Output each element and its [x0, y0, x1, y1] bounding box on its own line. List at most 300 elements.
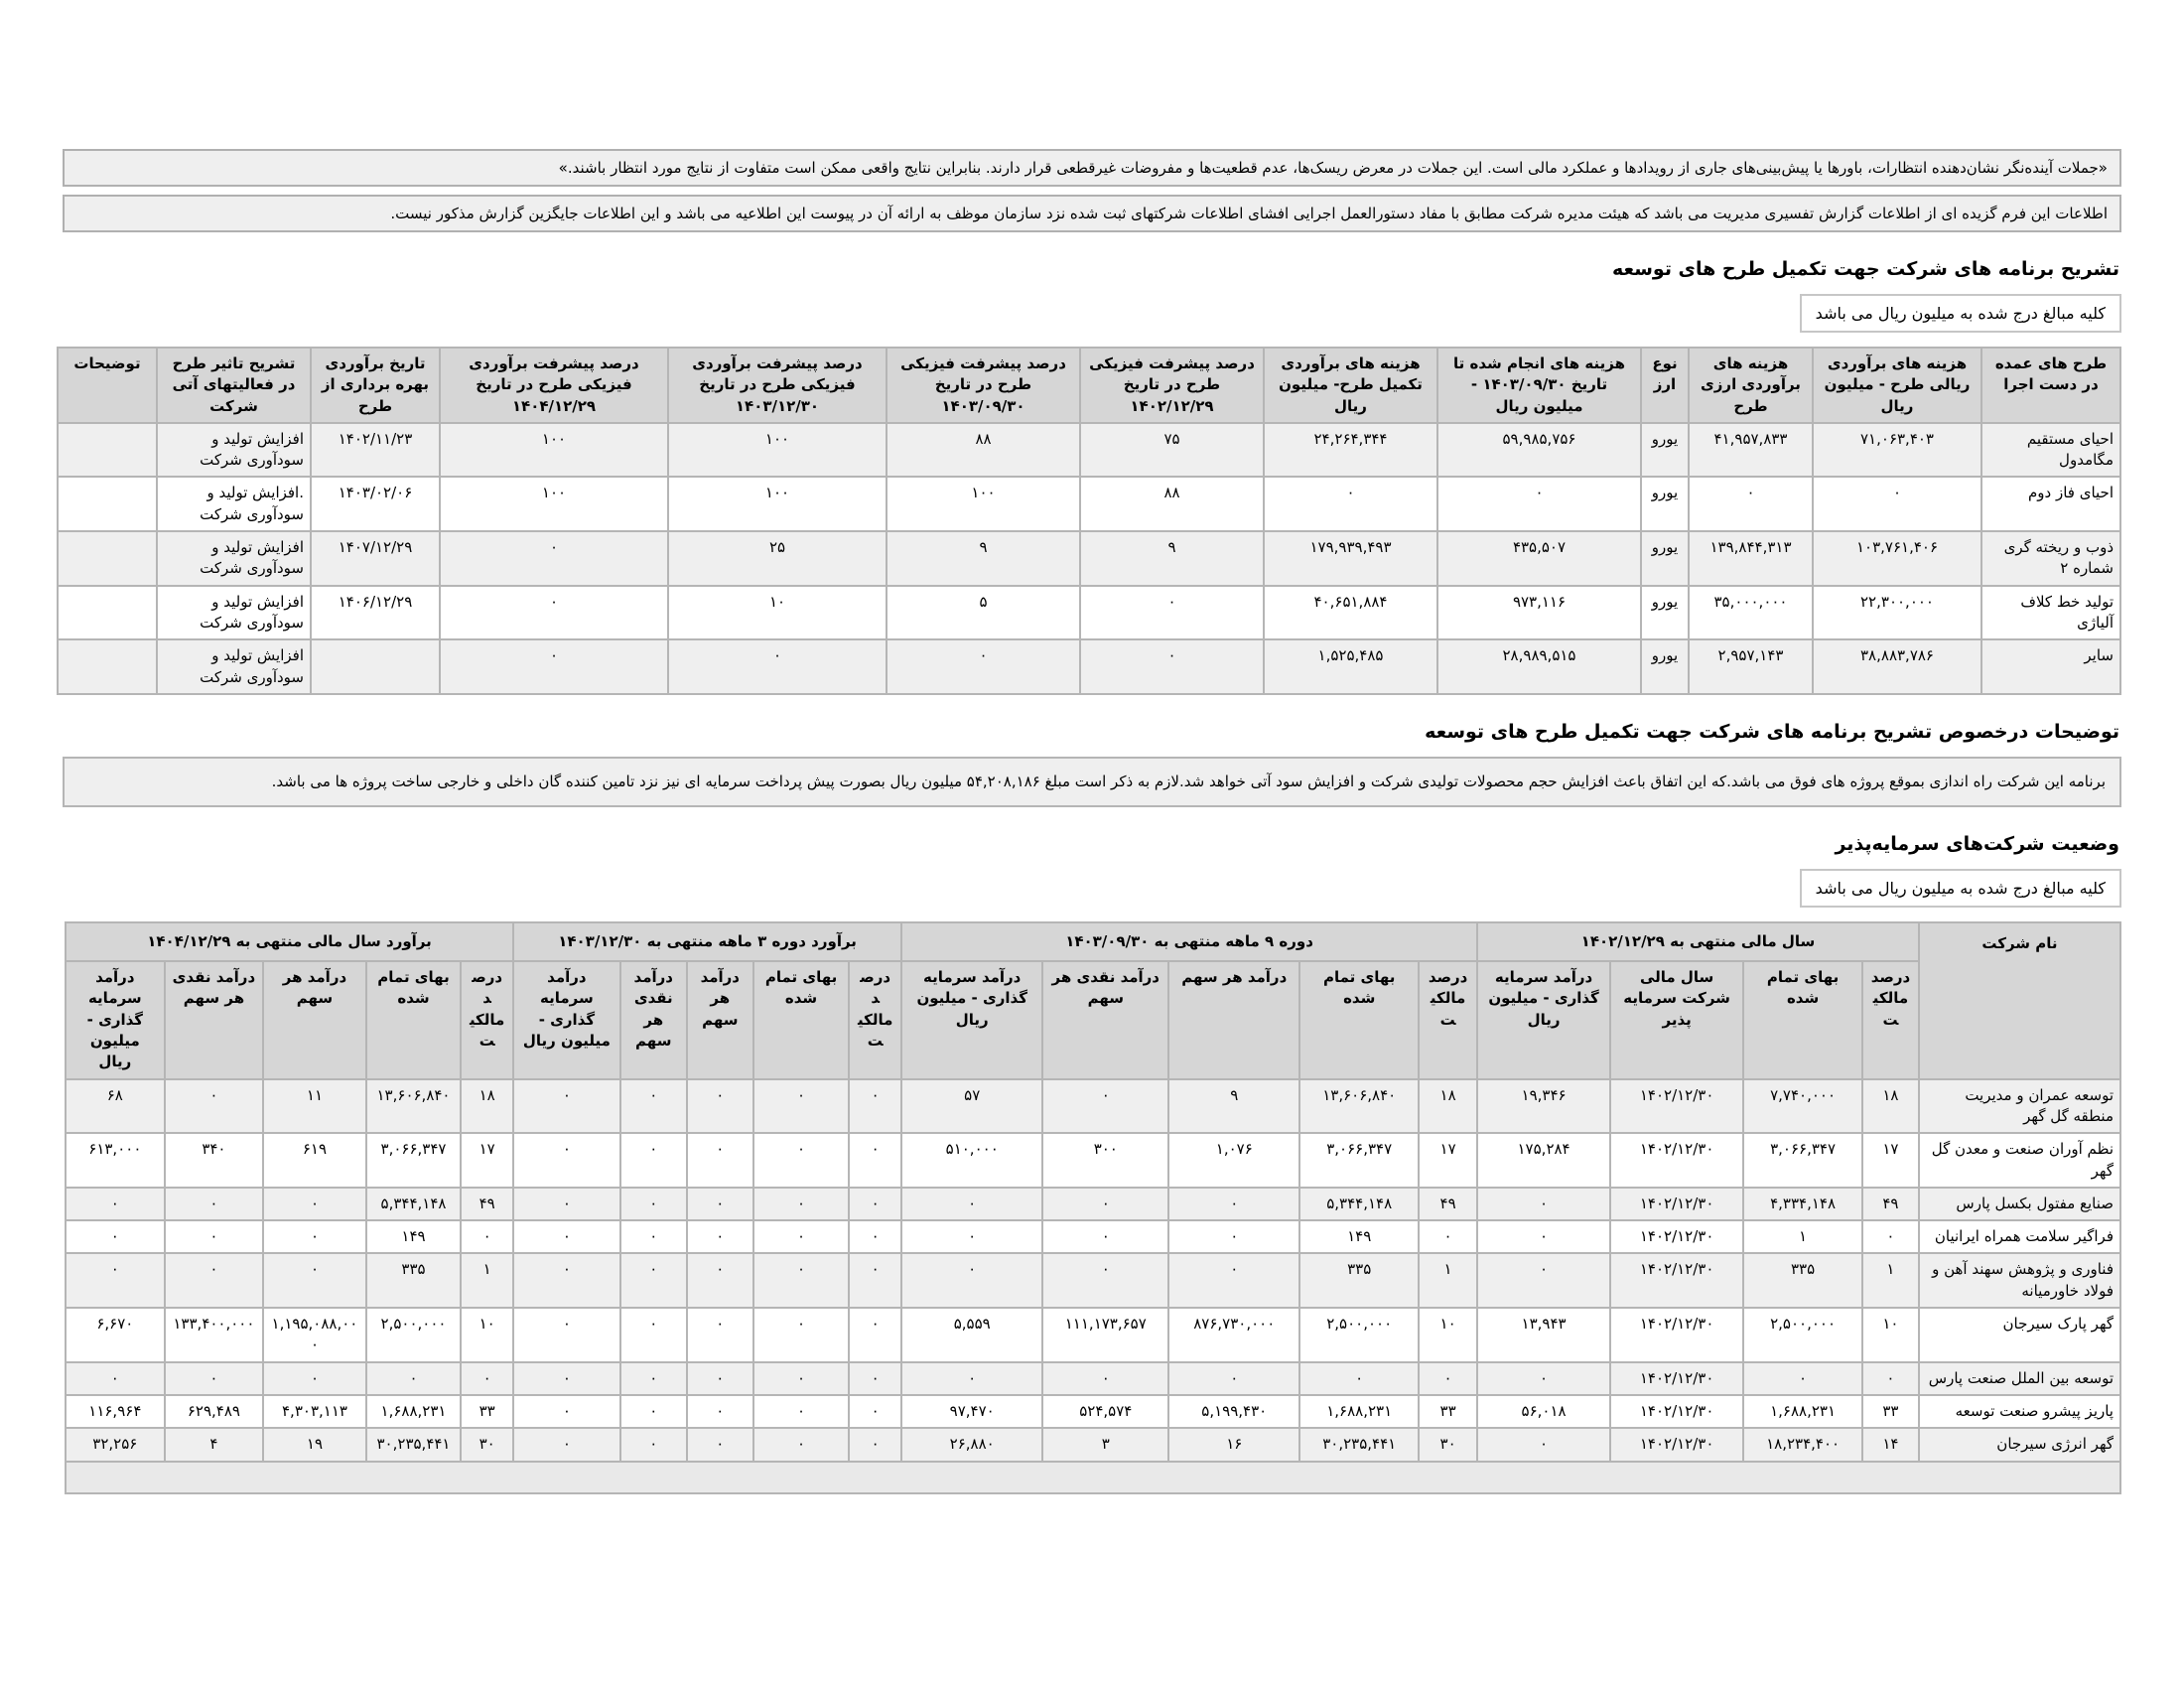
cell: ۲۴,۲۶۴,۳۴۴	[1264, 423, 1437, 478]
cell	[58, 586, 157, 640]
cell: ۱۴۰۲/۱۲/۳۰	[1610, 1308, 1743, 1362]
column-header: درآمد سرمایه گذاری - میلیون ریال	[513, 961, 620, 1078]
cell: ۰	[620, 1133, 687, 1188]
cell: ۳۰۰	[1042, 1133, 1168, 1188]
project-name-cell: سایر	[1981, 639, 2120, 694]
column-header: درآمد هر سهم	[263, 961, 366, 1078]
cell: ۵۷	[901, 1079, 1042, 1134]
cell: ۶۱۳,۰۰۰	[66, 1133, 165, 1188]
cell: ۸۸	[887, 423, 1080, 478]
cell: ۰	[753, 1395, 849, 1428]
cell: ۴۹	[461, 1188, 513, 1220]
amounts-unit-note-wrap	[63, 294, 2121, 333]
cell: ۱,۵۲۵,۴۸۵	[1264, 639, 1437, 694]
cell: یورو	[1641, 531, 1689, 586]
cell: ۳,۰۶۶,۳۴۷	[1743, 1133, 1862, 1188]
column-header: تشریح تاثیر طرح در فعالیتهای آتی شرکت	[157, 348, 311, 423]
cell: ۰	[687, 1428, 753, 1461]
cell: ۰	[753, 1079, 849, 1134]
cell: ۳۰,۲۳۵,۴۴۱	[1299, 1428, 1419, 1461]
cell: ۱۷۵,۲۸۴	[1477, 1133, 1610, 1188]
company-name-cell: گهر انرژی سیرجان	[1919, 1428, 2120, 1461]
development-plans-table	[57, 347, 2121, 695]
cell: ۳۲,۲۵۶	[66, 1428, 165, 1461]
column-header: درصد مالکیت	[461, 961, 513, 1078]
cell: ۰	[513, 1308, 620, 1362]
cell: ۳۰	[461, 1428, 513, 1461]
cell: ۸۸	[1080, 477, 1264, 531]
cell: ۱۴۰۲/۱۲/۳۰	[1610, 1395, 1743, 1428]
column-header: طرح های عمده در دست اجرا	[1981, 348, 2120, 423]
investee-companies-table	[65, 921, 2121, 1494]
column-header: هزینه های برآوردی تکمیل طرح- میلیون ریال	[1264, 348, 1437, 423]
cell: ۳۳	[1419, 1395, 1477, 1428]
cell: ۰	[263, 1188, 366, 1220]
cell: ۴۹	[1862, 1188, 1919, 1220]
project-name-cell: ذوب و ریخته گری شماره ۲	[1981, 531, 2120, 586]
table-row	[58, 477, 2120, 531]
table-row	[66, 1362, 2120, 1395]
table-header-row	[58, 348, 2120, 423]
cell: ۱۸	[461, 1079, 513, 1134]
column-header: نوع ارز	[1641, 348, 1689, 423]
cell: ۱۳,۶۰۶,۸۴۰	[366, 1079, 461, 1134]
cell: ۰	[849, 1428, 901, 1461]
cell: ۰	[1477, 1220, 1610, 1253]
empty-footer-row	[66, 1462, 2120, 1493]
cell: ۰	[1419, 1220, 1477, 1253]
cell: ۱۴	[1862, 1428, 1919, 1461]
cell: ۲۵	[668, 531, 887, 586]
cell: ۵۹,۹۸۵,۷۵۶	[1437, 423, 1641, 478]
company-name-cell: توسعه بین الملل صنعت پارس	[1919, 1362, 2120, 1395]
column-header: درصد مالکیت	[1419, 961, 1477, 1078]
cell	[58, 423, 157, 478]
cell: ۳۳	[461, 1395, 513, 1428]
cell: ۷۵	[1080, 423, 1264, 478]
cell: افزایش تولید و سودآوری شرکت	[157, 531, 311, 586]
cell: ۲,۵۰۰,۰۰۰	[366, 1308, 461, 1362]
cell: ۰	[513, 1395, 620, 1428]
cell: ۱۳,۶۰۶,۸۴۰	[1299, 1079, 1419, 1134]
cell: ۰	[165, 1188, 264, 1220]
cell: ۸۷۶,۷۳۰,۰۰۰	[1168, 1308, 1299, 1362]
cell: ۰	[165, 1220, 264, 1253]
cell: ۵,۳۴۴,۱۴۸	[366, 1188, 461, 1220]
cell: ۹	[887, 531, 1080, 586]
cell: ۰	[1264, 477, 1437, 531]
column-header: تاریخ برآوردی بهره برداری از طرح	[311, 348, 440, 423]
cell: ۱	[1862, 1253, 1919, 1308]
cell: ۹۷۳,۱۱۶	[1437, 586, 1641, 640]
cell: ۰	[753, 1362, 849, 1395]
cell: .افزایش تولید و سودآوری شرکت	[157, 477, 311, 531]
cell: ۱۳۳,۴۰۰,۰۰۰	[165, 1308, 264, 1362]
cell: ۰	[1080, 639, 1264, 694]
group-header: سال مالی منتهی به ۱۴۰۲/۱۲/۲۹	[1477, 922, 1919, 961]
cell: ۱۰۰	[887, 477, 1080, 531]
cell: ۰	[687, 1220, 753, 1253]
cell: ۰	[513, 1220, 620, 1253]
cell: ۰	[901, 1362, 1042, 1395]
cell: ۰	[461, 1220, 513, 1253]
company-name-cell: صنایع مفتول بکسل پارس	[1919, 1188, 2120, 1220]
cell: ۰	[440, 586, 668, 640]
cell: ۱۰	[668, 586, 887, 640]
cell: ۰	[620, 1220, 687, 1253]
cell: ۶۲۹,۴۸۹	[165, 1395, 264, 1428]
cell: ۱۴۹	[1299, 1220, 1419, 1253]
cell: ۰	[1168, 1253, 1299, 1308]
table-row	[58, 586, 2120, 640]
cell: ۰	[620, 1253, 687, 1308]
cell: ۹	[1080, 531, 1264, 586]
table-row	[58, 423, 2120, 478]
cell: ۰	[1477, 1188, 1610, 1220]
cell	[66, 1462, 2120, 1493]
column-header: درصد پیشرفت فیزیکی طرح در تاریخ ۱۴۰۲/۱۲/۲۹	[1080, 348, 1264, 423]
cell: ۰	[687, 1188, 753, 1220]
cell: ۱۷۹,۹۳۹,۴۹۳	[1264, 531, 1437, 586]
cell: ۰	[849, 1220, 901, 1253]
cell: ۱۱	[263, 1079, 366, 1134]
amounts-unit-note: کلیه مبالغ درج شده به میلیون ریال می باشد	[1800, 869, 2121, 908]
cell: ۵,۳۴۴,۱۴۸	[1299, 1188, 1419, 1220]
column-header: درصد پیشرفت برآوردی فیزیکی طرح در تاریخ ۱۴۰۴/۱۲/۲۹	[440, 348, 668, 423]
cell: ۰	[366, 1362, 461, 1395]
cell: ۱۸,۲۳۴,۴۰۰	[1743, 1428, 1862, 1461]
cell: ۰	[849, 1079, 901, 1134]
column-header: بهای تمام شده	[366, 961, 461, 1078]
cell: ۰	[263, 1220, 366, 1253]
cell: ۰	[887, 639, 1080, 694]
column-header: درصد پیشرفت فیزیکی طرح در تاریخ ۱۴۰۳/۰۹/۳۰	[887, 348, 1080, 423]
cell: ۰	[165, 1079, 264, 1134]
cell: ۱۱۱,۱۷۳,۶۵۷	[1042, 1308, 1168, 1362]
cell: ۰	[849, 1308, 901, 1362]
cell: ۱۴۰۲/۱۲/۳۰	[1610, 1079, 1743, 1134]
cell: ۲,۹۵۷,۱۴۳	[1689, 639, 1813, 694]
cell: ۰	[165, 1253, 264, 1308]
cell: ۱	[1419, 1253, 1477, 1308]
cell: ۱,۶۸۸,۲۳۱	[1299, 1395, 1419, 1428]
cell: ۴۳۵,۵۰۷	[1437, 531, 1641, 586]
cell: ۰	[440, 531, 668, 586]
table-row	[66, 1308, 2120, 1362]
column-header: بهای تمام شده	[1299, 961, 1419, 1078]
column-header: بهای تمام شده	[753, 961, 849, 1078]
cell: ۵۱۰,۰۰۰	[901, 1133, 1042, 1188]
cell: ۱	[461, 1253, 513, 1308]
cell: ۱۰	[1862, 1308, 1919, 1362]
cell: ۱	[1743, 1220, 1862, 1253]
cell: ۱۹,۳۴۶	[1477, 1079, 1610, 1134]
cell: ۰	[753, 1220, 849, 1253]
cell: ۰	[849, 1362, 901, 1395]
cell: ۶,۶۷۰	[66, 1308, 165, 1362]
cell: ۷,۷۴۰,۰۰۰	[1743, 1079, 1862, 1134]
cell: ۰	[753, 1308, 849, 1362]
cell: ۷۱,۰۶۳,۴۰۳	[1813, 423, 1981, 478]
group-header: برآورد سال مالی منتهی به ۱۴۰۴/۱۲/۲۹	[66, 922, 513, 961]
cell: ۰	[1168, 1188, 1299, 1220]
cell: ۰	[1168, 1220, 1299, 1253]
cell: ۰	[687, 1253, 753, 1308]
cell: ۱۴۰۶/۱۲/۲۹	[311, 586, 440, 640]
cell: ۰	[1042, 1253, 1168, 1308]
column-header: هزینه های انجام شده تا تاریخ ۱۴۰۳/۰۹/۳۰ - میلیون ریال	[1437, 348, 1641, 423]
group-header-row	[66, 922, 2120, 961]
cell: ۰	[1862, 1362, 1919, 1395]
cell: ۰	[849, 1253, 901, 1308]
column-header: توضیحات	[58, 348, 157, 423]
cell: ۱۴۰۲/۱۲/۳۰	[1610, 1188, 1743, 1220]
cell: ۰	[901, 1220, 1042, 1253]
cell: ۳۳۵	[1299, 1253, 1419, 1308]
cell: ۰	[849, 1395, 901, 1428]
column-header: درصد مالکیت	[1862, 961, 1919, 1078]
cell: ۴,۳۳۴,۱۴۸	[1743, 1188, 1862, 1220]
cell: ۰	[66, 1188, 165, 1220]
cell: ۰	[1477, 1428, 1610, 1461]
cell: ۱۴۹	[366, 1220, 461, 1253]
cell: ۳۰	[1419, 1428, 1477, 1461]
cell: ۰	[513, 1079, 620, 1134]
cell: ۰	[1042, 1220, 1168, 1253]
column-header: درصد پیشرفت برآوردی فیزیکی طرح در تاریخ ۱۴۰۳/۱۲/۳۰	[668, 348, 887, 423]
cell: ۰	[1042, 1079, 1168, 1134]
cell: ۰	[687, 1308, 753, 1362]
column-header: هزینه های برآوردی ریالی طرح - میلیون ریال	[1813, 348, 1981, 423]
cell: ۰	[1477, 1253, 1610, 1308]
cell: ۵,۱۹۹,۴۳۰	[1168, 1395, 1299, 1428]
investee-companies-title: وضعیت شرکت‌های سرمایه‌پذیر	[1835, 832, 2119, 855]
project-name-cell: احیای فاز دوم	[1981, 477, 2120, 531]
cell: ۱۴۰۲/۱۲/۳۰	[1610, 1428, 1743, 1461]
forward-looking-statement-banner: «جملات آینده‌نگر نشان‌دهنده انتظارات، باورها یا پیش‌بینی‌های جاری از رویدادها و عملکرد مالی است. این جملات در معرض ریسک‌ها، عدم قطعیت‌ها و مفروضات غیرقطعی قرار دارند. بنابراین نتایج واقعی ممکن است متفاوت از نتایج مورد انتظار باشند.»	[63, 149, 2121, 187]
cell	[58, 477, 157, 531]
cell: ۵	[887, 586, 1080, 640]
column-header: نام شرکت	[1919, 922, 2120, 1079]
cell: افزایش تولید و سودآوری شرکت	[157, 586, 311, 640]
column-header: درصد مالکیت	[849, 961, 901, 1078]
column-header: درآمد نقدی هر سهم	[165, 961, 264, 1078]
cell: ۰	[1689, 477, 1813, 531]
cell: ۰	[1743, 1362, 1862, 1395]
amounts-unit-note-wrap	[63, 869, 2121, 908]
cell: افزایش تولید و سودآوری شرکت	[157, 423, 311, 478]
cell: ۴,۳۰۳,۱۱۳	[263, 1395, 366, 1428]
cell: ۰	[668, 639, 887, 694]
cell: ۱۴۰۲/۱۲/۳۰	[1610, 1362, 1743, 1395]
cell: ۳,۰۶۶,۳۴۷	[366, 1133, 461, 1188]
company-name-cell: توسعه عمران و مدیریت منطقه گل گهر	[1919, 1079, 2120, 1134]
company-name-cell: فناوری و پژوهش سهند آهن و فولاد خاورمیانه	[1919, 1253, 2120, 1308]
cell: ۰	[849, 1188, 901, 1220]
cell: ۲,۵۰۰,۰۰۰	[1299, 1308, 1419, 1362]
project-name-cell: احیای مستقیم مگامدول	[1981, 423, 2120, 478]
cell: یورو	[1641, 477, 1689, 531]
amounts-unit-note: کلیه مبالغ درج شده به میلیون ریال می باشد	[1800, 294, 2121, 333]
column-header: هزینه های برآوردی ارزی طرح	[1689, 348, 1813, 423]
cell: ۴	[165, 1428, 264, 1461]
cell: ۵۲۴,۵۷۴	[1042, 1395, 1168, 1428]
cell: یورو	[1641, 423, 1689, 478]
cell: ۲۲,۳۰۰,۰۰۰	[1813, 586, 1981, 640]
cell: ۳۵,۰۰۰,۰۰۰	[1689, 586, 1813, 640]
cell: ۰	[263, 1253, 366, 1308]
cell: ۱۰۰	[440, 423, 668, 478]
cell: ۱,۶۸۸,۲۳۱	[1743, 1395, 1862, 1428]
column-header: درآمد هر سهم	[1168, 961, 1299, 1078]
cell: ۱۷	[1862, 1133, 1919, 1188]
cell: ۰	[1080, 586, 1264, 640]
cell	[311, 639, 440, 694]
cell: ۰	[513, 1253, 620, 1308]
cell: ۱۸	[1419, 1079, 1477, 1134]
cell: ۱۴۰۲/۱۲/۳۰	[1610, 1133, 1743, 1188]
table-header-row	[66, 961, 2120, 1078]
cell: ۴۰,۶۵۱,۸۸۴	[1264, 586, 1437, 640]
group-header: برآورد دوره ۳ ماهه منتهی به ۱۴۰۳/۱۲/۳۰	[513, 922, 901, 961]
cell: ۳۸,۸۸۳,۷۸۶	[1813, 639, 1981, 694]
cell: ۱۴۰۷/۱۲/۲۹	[311, 531, 440, 586]
cell: ۰	[687, 1362, 753, 1395]
cell: ۱۰۰	[668, 477, 887, 531]
cell: ۰	[165, 1362, 264, 1395]
cell: ۰	[620, 1079, 687, 1134]
cell: ۵,۵۵۹	[901, 1308, 1042, 1362]
cell: ۱۶	[1168, 1428, 1299, 1461]
cell: ۱۴۰۲/۱۲/۳۰	[1610, 1220, 1743, 1253]
cell: ۳۴۰	[165, 1133, 264, 1188]
cell: ۴۹	[1419, 1188, 1477, 1220]
cell: ۰	[440, 639, 668, 694]
cell: ۱۳,۹۴۳	[1477, 1308, 1610, 1362]
cell: ۱۰	[461, 1308, 513, 1362]
cell: ۱۱۶,۹۶۴	[66, 1395, 165, 1428]
cell: ۱۴۰۲/۱۱/۲۳	[311, 423, 440, 478]
cell: ۱,۰۷۶	[1168, 1133, 1299, 1188]
cell: یورو	[1641, 586, 1689, 640]
cell: ۱۳۹,۸۴۴,۳۱۳	[1689, 531, 1813, 586]
cell: ۰	[849, 1133, 901, 1188]
cell: ۰	[620, 1395, 687, 1428]
cell: ۱۷	[461, 1133, 513, 1188]
table-row	[58, 639, 2120, 694]
cell: ۰	[753, 1133, 849, 1188]
cell: ۱۰۰	[668, 423, 887, 478]
cell: ۰	[513, 1133, 620, 1188]
cell: ۰	[620, 1308, 687, 1362]
cell: ۰	[1168, 1362, 1299, 1395]
column-header: درآمد سرمایه گذاری - میلیون ریال	[66, 961, 165, 1078]
cell: ۰	[263, 1362, 366, 1395]
cell: ۱۷	[1419, 1133, 1477, 1188]
cell: ۰	[753, 1253, 849, 1308]
table-row	[66, 1133, 2120, 1188]
cell	[58, 639, 157, 694]
table-row	[66, 1220, 2120, 1253]
cell: ۰	[461, 1362, 513, 1395]
group-header: دوره ۹ ماهه منتهی به ۱۴۰۳/۰۹/۳۰	[901, 922, 1477, 961]
cell: یورو	[1641, 639, 1689, 694]
cell: ۰	[1437, 477, 1641, 531]
cell: ۳۳۵	[366, 1253, 461, 1308]
cell: ۰	[620, 1188, 687, 1220]
development-plans-description: برنامه این شرکت راه اندازی بموقع پروژه های فوق می باشد.که این اتفاق باعث افزایش حجم محصولات تولیدی شرکت و افزایش سود آتی خواهد شد.لازم به ذکر است مبلغ ۵۴,۲۰۸,۱۸۶ میلیون ریال بصورت پیش پرداخت سرمایه ای نیز نزد تامین کننده گان داخلی و خارجی ساخت پروژه ها می باشد.	[63, 757, 2121, 807]
cell: ۴۱,۹۵۷,۸۳۳	[1689, 423, 1813, 478]
cell: ۰	[1862, 1220, 1919, 1253]
cell: ۰	[687, 1079, 753, 1134]
company-name-cell: نظم آوران صنعت و معدن گل گهر	[1919, 1133, 2120, 1188]
cell: ۰	[620, 1362, 687, 1395]
cell: ۰	[1419, 1362, 1477, 1395]
cell: ۰	[1042, 1362, 1168, 1395]
cell: ۰	[753, 1188, 849, 1220]
cell: ۰	[1299, 1362, 1419, 1395]
project-name-cell: تولید خط کلاف آلیاژی	[1981, 586, 2120, 640]
cell: ۱,۶۸۸,۲۳۱	[366, 1395, 461, 1428]
cell: ۱۴۰۳/۰۲/۰۶	[311, 477, 440, 531]
cell: ۱۰۰	[440, 477, 668, 531]
column-header: درآمد نقدی هر سهم	[1042, 961, 1168, 1078]
cell: ۶۸	[66, 1079, 165, 1134]
cell: ۰	[620, 1428, 687, 1461]
cell: ۲۶,۸۸۰	[901, 1428, 1042, 1461]
column-header: درآمد سرمایه گذاری - میلیون ریال	[901, 961, 1042, 1078]
cell: ۰	[901, 1253, 1042, 1308]
cell: ۰	[753, 1428, 849, 1461]
cell: ۱,۱۹۵,۰۸۸,۰۰۰	[263, 1308, 366, 1362]
cell: ۱۹	[263, 1428, 366, 1461]
cell: افزایش تولید و سودآوری شرکت	[157, 639, 311, 694]
column-header: درآمد سرمایه گذاری - میلیون ریال	[1477, 961, 1610, 1078]
cell: ۱۸	[1862, 1079, 1919, 1134]
report-info-banner: اطلاعات این فرم گزیده ای از اطلاعات گزارش تفسیری مدیریت می باشد که هیئت مدیره شرکت مطابق با مفاد دستورالعمل اجرایی افشای اطلاعات شرکتهای ثبت شده نزد سازمان موظف به ارائه آن در پیوست این اطلاعیه می باشد و این اطلاعات جایگزین گزارش مذکور نیست.	[63, 195, 2121, 232]
table-row	[66, 1188, 2120, 1220]
cell: ۰	[1042, 1188, 1168, 1220]
cell: ۱۰۳,۷۶۱,۴۰۶	[1813, 531, 1981, 586]
cell: ۰	[66, 1220, 165, 1253]
cell	[58, 531, 157, 586]
column-header: درآمد نقدی هر سهم	[620, 961, 687, 1078]
table-row	[66, 1079, 2120, 1134]
development-plans-notes-title: توضیحات درخصوص تشریح برنامه های شرکت جهت تکمیل طرح های توسعه	[1425, 720, 2119, 743]
table-row	[66, 1395, 2120, 1428]
company-name-cell: فراگیر سلامت همراه ایرانیان	[1919, 1220, 2120, 1253]
cell: ۰	[513, 1188, 620, 1220]
cell: ۰	[513, 1428, 620, 1461]
cell: ۶۱۹	[263, 1133, 366, 1188]
cell: ۰	[1813, 477, 1981, 531]
table-row	[58, 531, 2120, 586]
column-header: درآمد هر سهم	[687, 961, 753, 1078]
cell: ۰	[66, 1253, 165, 1308]
cell: ۳,۰۶۶,۳۴۷	[1299, 1133, 1419, 1188]
cell: ۰	[66, 1362, 165, 1395]
table-row	[66, 1428, 2120, 1461]
cell: ۳	[1042, 1428, 1168, 1461]
cell: ۹	[1168, 1079, 1299, 1134]
cell: ۵۶,۰۱۸	[1477, 1395, 1610, 1428]
cell: ۰	[513, 1362, 620, 1395]
cell: ۰	[901, 1188, 1042, 1220]
company-name-cell: گهر پارک سیرجان	[1919, 1308, 2120, 1362]
development-plans-title: تشریح برنامه های شرکت جهت تکمیل طرح های توسعه	[1611, 258, 2119, 280]
cell: ۹۷,۴۷۰	[901, 1395, 1042, 1428]
cell: ۱۴۰۲/۱۲/۳۰	[1610, 1253, 1743, 1308]
